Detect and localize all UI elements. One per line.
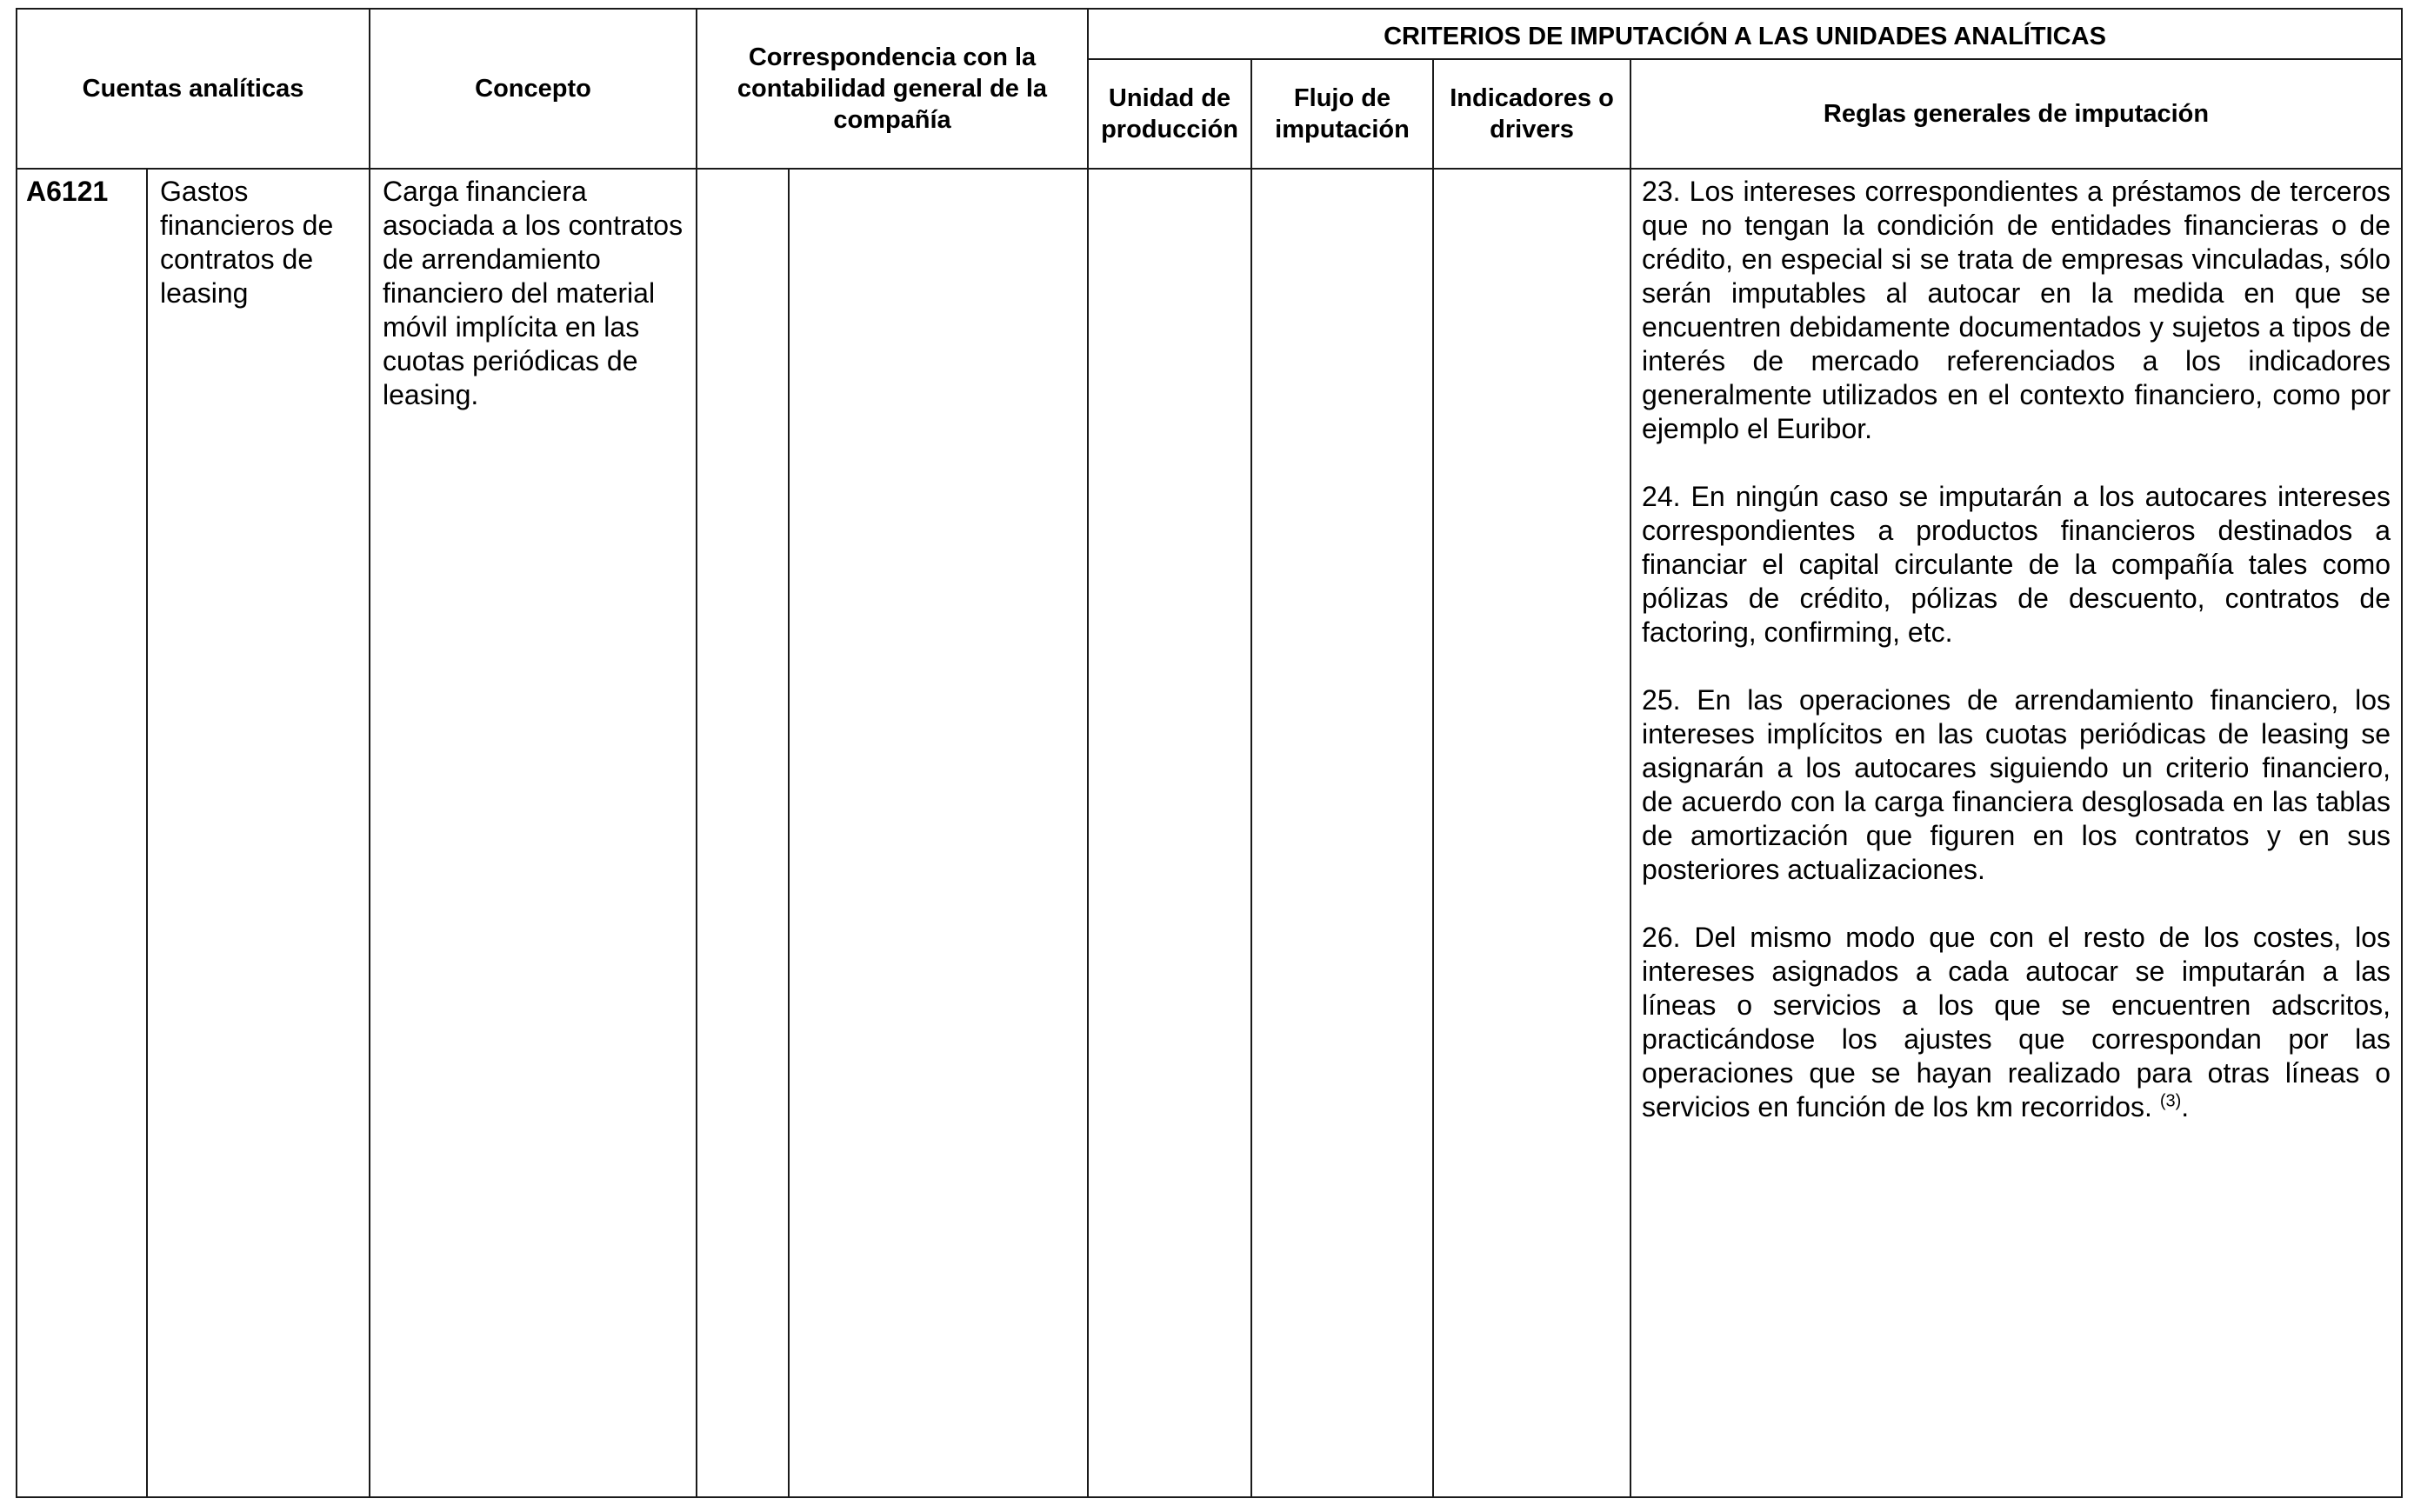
header-indicadores-drivers: Indicadores o drivers <box>1433 59 1630 169</box>
header-cuentas-analiticas: Cuentas analíticas <box>17 9 370 169</box>
header-correspondencia: Correspondencia con la contabilidad general de la compañía <box>697 9 1088 169</box>
rule-paragraph-end: . <box>2181 1091 2190 1122</box>
header-concepto: Concepto <box>370 9 697 169</box>
unidad-produccion-cell <box>1088 169 1251 1497</box>
imputation-criteria-table <box>16 8 2403 1498</box>
rule-paragraph-text: 26. Del mismo modo que con el resto de los costes, los intereses asignados a cada autocar se imputarán a las líneas o servicios a los que se encuentren adscritos, practicándose los ajustes que correspondan por las operaciones que se hayan realizado para otras líneas o servicios en función de los km recorridos. <box>1642 922 2391 1122</box>
rules-cell <box>1630 169 2402 1497</box>
correspondencia-cell-a <box>697 169 789 1497</box>
indicadores-cell <box>1433 169 1630 1497</box>
account-code: A6121 <box>17 169 147 1497</box>
header-reglas-generales: Reglas generales de imputación <box>1630 59 2402 169</box>
rule-paragraph-last <box>1642 921 2391 1124</box>
concept-text: Carga financiera asociada a los contratos de arrendamiento financiero del material móvil implícita en las cuotas periódicas de leasing. <box>370 169 697 1497</box>
header-criterios-imputacion: CRITERIOS DE IMPUTACIÓN A LAS UNIDADES ANALÍTICAS <box>1088 9 2402 59</box>
flujo-imputacion-cell <box>1251 169 1433 1497</box>
rule-paragraph: 23. Los intereses correspondientes a préstamos de terceros que no tengan la condición de entidades financieras o de crédito, en especial si se trata de empresas vinculadas, sólo serán imputables al autocar en la medida en que se encuentren debidamente documentados y sujetos a tipos de interés de mercado referenciados a los indicadores generalmente utilizados en el contexto financiero, como por ejemplo el Euribor. <box>1642 176 2391 444</box>
rule-paragraph: 25. En las operaciones de arrendamiento financiero, los intereses implícitos en las cuotas periódicas de leasing se asignarán a los autocares siguiendo un criterio financiero, de acuerdo con la carga financiera desglosada en las tablas de amortización que figuren en los contratos y en sus posteriores actualizaciones. <box>1642 684 2391 885</box>
table-row <box>17 169 2402 1497</box>
account-name: Gastos financieros de contratos de leasing <box>147 169 370 1497</box>
correspondencia-cell-b <box>789 169 1088 1497</box>
rule-paragraph: 24. En ningún caso se imputarán a los autocares intereses correspondientes a productos financieros destinados a financiar el capital circulante de la compañía tales como pólizas de crédito, pólizas de descuento, contratos de factoring, confirming, etc. <box>1642 481 2391 648</box>
footnote-reference: (3) <box>2159 1091 2182 1111</box>
header-flujo-imputacion: Flujo de imputación <box>1251 59 1433 169</box>
header-unidad-produccion: Unidad de producción <box>1088 59 1251 169</box>
